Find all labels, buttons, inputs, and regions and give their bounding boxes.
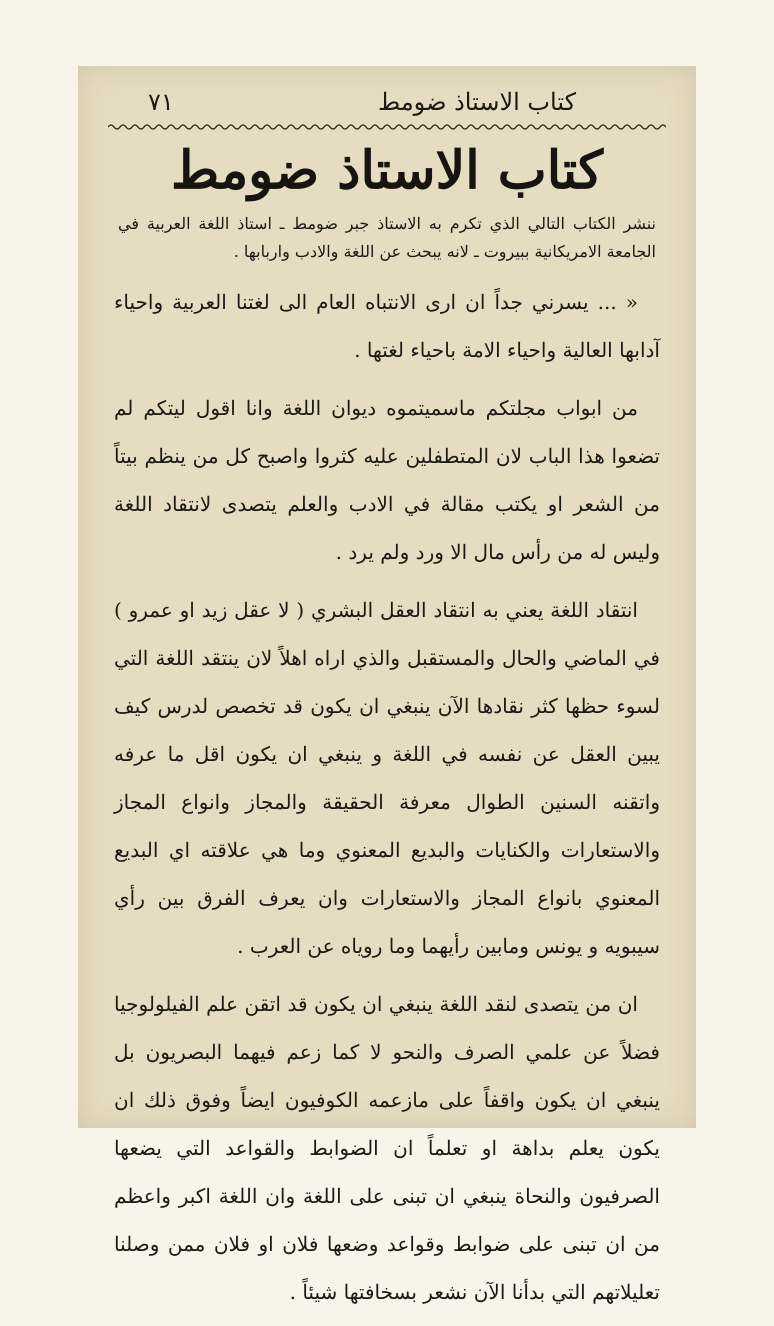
paragraph-4: ان من يتصدى لنقد اللغة ينبغي ان يكون قد اتقن علم الفيلولوجيا فضلاً عن علمي الصرف والنحو لا كما زعم فيهما البصريون بل ينبغي ان يكون واقفاً على مازعمه الكوفيون ايضاً وفوق ذلك ان يكون يعلم بداهة او تعلماً ان الضوابط والقواعد التي يضعها الصرفيون والنحاة ينبغي ان تبنى على اللغة وان اللغة اكبر واعظم من ان تبنى على ضوابط وقواعد وضعها فلان او فلان ممن وصلنا تعليلاتهم التي بدأنا الآن نشعر بسخافتها شيئاً .: [114, 992, 660, 1304]
paragraph-2: من ابواب مجلتكم ماسميتموه ديوان اللغة وانا اقول ليتكم لم تضعوا هذا الباب لان المتطفلين عليه كثروا واصبح كل من ينظم بيتاً من الشعر او يكتب مقالة في الادب والعلم يتصدى لانتقاد اللغة وليس له من رأس مال الا ورد ولم يرد .: [114, 396, 660, 564]
article-intro: ننشر الكتاب التالي الذي تكرم به الاستاذ جبر ضومط ـ استاذ اللغة العربية في الجامعة الامريكانية ببيروت ـ لانه يبحث عن اللغة والادب واربابها .: [118, 214, 656, 261]
article-body: [114, 278, 660, 1326]
page-number: ٧١: [148, 88, 174, 116]
running-header-title: كتاب الاستاذ ضومط: [378, 88, 576, 116]
paragraph-3: انتقاد اللغة يعني به انتقاد العقل البشري ( لا عقل زيد او عمرو ) في الماضي والحال والمستقبل والذي اراه اهلاً لان ينتقد اللغة التي لسوء حظها كثر نقادها الآن ينبغي ان يكون قد تخصص لدرس كيف يبين العقل عن نفسه في اللغة و ينبغي ان يكون اقل ما عرفه واتقنه السنين الطوال معرفة الحقيقة والمجاز وانواع المجاز والاستعارات والكنايات والبديع المعنوي وما هي علاقته اي البديع المعنوي بانواع المجاز والاستعارات وان يعرف الفرق بين رأي سيبويه و يونس ومابين رأيهما وما روياه عن العرب .: [114, 598, 660, 958]
running-header: [108, 84, 666, 120]
article-title: كتاب الاستاذ ضومط: [170, 140, 604, 201]
book-page: [78, 66, 696, 1304]
paragraph-1: « ... يسرني جداً ان ارى الانتباه العام الى لغتنا العربية واحياء آدابها العالية واحياء الامة باحياء لغتها .: [114, 290, 660, 362]
decorative-wavy-rule: [108, 122, 666, 132]
